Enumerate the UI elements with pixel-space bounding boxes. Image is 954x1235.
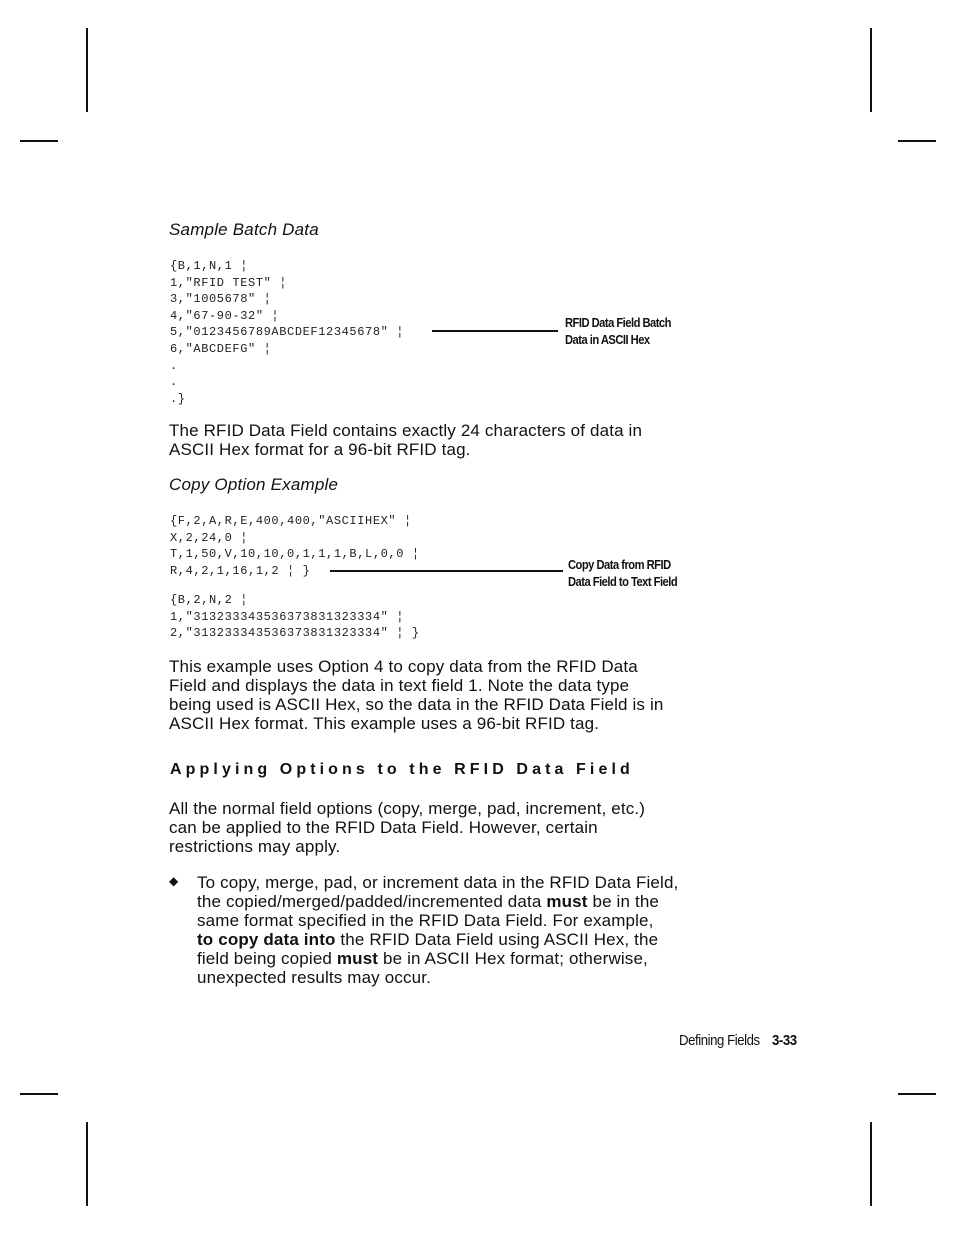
code-line: .} bbox=[170, 391, 186, 406]
crop-mark bbox=[870, 1122, 872, 1206]
bullet-line bbox=[197, 892, 737, 911]
text-run: the RFID Data Field using ASCII Hex, the bbox=[335, 930, 659, 949]
crop-mark bbox=[898, 140, 936, 142]
code-line: R,4,2,1,16,1,2 ¦ } bbox=[170, 563, 311, 578]
text-run: be in the bbox=[587, 892, 660, 911]
callout-leader-line bbox=[330, 570, 563, 572]
diamond-bullet-icon: ◆ bbox=[169, 874, 179, 888]
options-paragraph bbox=[169, 799, 729, 856]
code-line: 4,"67-90-32" ¦ bbox=[170, 308, 280, 323]
bullet-line bbox=[197, 949, 737, 968]
callout-text: Data Field to Text Field bbox=[568, 574, 678, 589]
code-line: 3,"1005678" ¦ bbox=[170, 292, 272, 307]
code-line: . bbox=[170, 375, 178, 390]
paragraph-line: restrictions may apply. bbox=[169, 837, 341, 856]
crop-mark bbox=[20, 140, 58, 142]
footer-section-title: Defining Fields bbox=[679, 1032, 760, 1049]
code-line: 2,"313233343536373831323334" ¦ } bbox=[170, 626, 420, 641]
paragraph-line: The RFID Data Field contains exactly 24 characters of data in bbox=[169, 421, 643, 440]
sample-batch-code bbox=[170, 258, 404, 407]
paragraph-line: All the normal field options (copy, merge, pad, increment, etc.) bbox=[169, 799, 646, 818]
paragraph-line: This example uses Option 4 to copy data from the RFID Data bbox=[169, 657, 638, 676]
callout-leader-line bbox=[432, 330, 558, 332]
bullet-line: unexpected results may occur. bbox=[197, 968, 431, 987]
bullet-line: To copy, merge, pad, or increment data in the RFID Data Field, bbox=[197, 873, 679, 892]
code-line: T,1,50,V,10,10,0,1,1,1,B,L,0,0 ¦ bbox=[170, 547, 420, 562]
rfid-description-paragraph bbox=[169, 421, 729, 459]
paragraph-line: being used is ASCII Hex, so the data in the RFID Data Field is in bbox=[169, 695, 664, 714]
code-line: X,2,24,0 ¦ bbox=[170, 530, 249, 545]
code-line: 6,"ABCDEFG" ¦ bbox=[170, 341, 272, 356]
text-run: field being copied bbox=[197, 949, 337, 968]
copy-example-paragraph bbox=[169, 657, 729, 733]
bullet-line bbox=[197, 930, 737, 949]
code-line: 5,"0123456789ABCDEF12345678" ¦ bbox=[170, 325, 405, 340]
page-number: 3-33 bbox=[772, 1032, 797, 1049]
text-run: the copied/merged/padded/incremented data bbox=[197, 892, 547, 911]
crop-mark bbox=[86, 28, 88, 112]
crop-mark bbox=[870, 28, 872, 112]
code-line: {B,1,N,1 ¦ bbox=[170, 259, 249, 273]
crop-mark bbox=[20, 1093, 58, 1095]
emphasis-text: must bbox=[336, 949, 379, 968]
code-line: {B,2,N,2 ¦ bbox=[170, 593, 249, 607]
emphasis-text: must bbox=[546, 892, 588, 911]
crop-mark bbox=[898, 1093, 936, 1095]
text-run: be in ASCII Hex format; otherwise, bbox=[378, 949, 648, 968]
copy-option-heading: Copy Option Example bbox=[169, 475, 339, 494]
code-line: . bbox=[170, 358, 178, 373]
callout-text: RFID Data Field Batch bbox=[565, 315, 671, 330]
page-footer bbox=[679, 1032, 797, 1049]
callout-text: Copy Data from RFID bbox=[568, 557, 671, 572]
bullet-line: same format specified in the RFID Data Field. For example, bbox=[197, 911, 654, 930]
sample-batch-heading: Sample Batch Data bbox=[169, 220, 319, 239]
paragraph-line: can be applied to the RFID Data Field. However, certain bbox=[169, 818, 598, 837]
code-line: 1,"313233343536373831323334" ¦ bbox=[170, 609, 405, 624]
copy-data-callout bbox=[568, 556, 677, 590]
bullet-item bbox=[197, 873, 737, 987]
paragraph-line: ASCII Hex format. This example uses a 96-bit RFID tag. bbox=[169, 714, 600, 733]
copy-option-code-batch bbox=[170, 592, 420, 642]
code-line: {F,2,A,R,E,400,400,"ASCIIHEX" ¦ bbox=[170, 514, 412, 528]
emphasis-text: to copy data into bbox=[197, 930, 336, 949]
rfid-batch-callout bbox=[565, 314, 671, 348]
crop-mark bbox=[86, 1122, 88, 1206]
callout-text: Data in ASCII Hex bbox=[565, 332, 650, 347]
paragraph-line: Field and displays the data in text field 1. Note the data type bbox=[169, 676, 630, 695]
code-line: 1,"RFID TEST" ¦ bbox=[170, 275, 288, 290]
paragraph-line: ASCII Hex format for a 96-bit RFID tag. bbox=[169, 440, 471, 459]
section-heading: Applying Options to the RFID Data Field bbox=[170, 761, 634, 778]
